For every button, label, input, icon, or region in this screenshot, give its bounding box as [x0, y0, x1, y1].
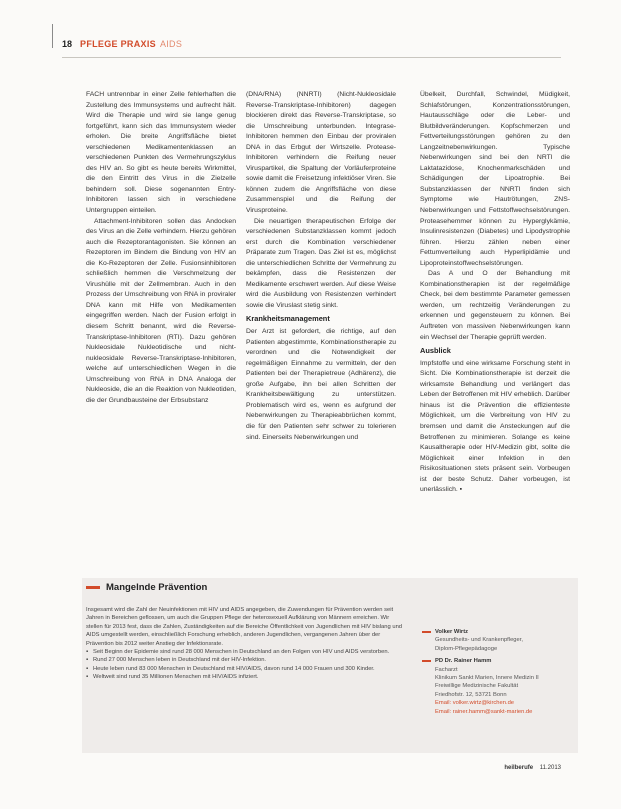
info-box	[82, 578, 578, 753]
email-link[interactable]: Email: volker.wirtz@kirchen.de	[435, 700, 515, 707]
paragraph: Übelkeit, Durchfall, Schwindel, Müdigkeit, Schlafstörungen, Konzentrationsstörungen, Hautausschläge oder die Leber- und Blutbildveränderungen. Kopfschmerzen und Fettverteilungsstörungen gehören zu den Langzeitnebenwirkungen. Typische Nebenwirkungen sind bei den NRTI die Laktatazidose, Knochenmarkschäden und Schädigungen der Lipoatrophie. Bei Substanzklassen der NNRTI finden sich Symptome wie Hautrötungen, ZNS-Nebenwirkungen und Fettstoffwechselstörungen. Proteasehemmer können zu Hyperglykämie, Insulinresistenzen (Diabetes) und Lipodystrophie führen. Hierzu zählen neben einer Fettumverteilung auch Hyperlipidämie und Lipoproteinstoffwechselstörungen.	[420, 91, 570, 267]
paragraph: Das A und O der Behandlung mit Kombinationstherapien ist der regelmäßige Check, bei dem bestimmte Parameter gemessen werden, um rechtzeitig Veränderungen zu erkennen und gegensteuern zu können. Bei Auftreten von massiven Nebenwirkungen kann ein Wechsel der Therapie geprüft werden.	[420, 270, 570, 341]
box-heading: Mangelnde Prävention	[106, 582, 208, 593]
author-detail: Gesundheits- und Krankenpfleger,	[435, 637, 523, 644]
text-column-2	[246, 90, 396, 443]
bullet-item: ▪ Rund 27 000 Menschen leben in Deutschland mit der HIV-Infektion.	[86, 656, 406, 664]
paragraph: Attachment-Inhibitoren sollen das Andocken des Virus an die Zelle verhindern. Hierzu gehören auch die Rezeptorantagonisten. Sie können an Rezeptoren im Bindern die Bindung von HIV an die Ko-Rezeptoren der Zelle. Fusionsinhibitoren schließlich hemmen die Verschmelzung der Virushülle mit der Zellmembran. Auch in den Prozess der Umschreibung von RNA in proviraler DNA kann mit Hilfe von Medikamenten eingegriffen werden. Nach der Fusion erfolgt in diesem Schritt benannt, wird die Reverse-Transkriptase-Inhibitoren (RTI). Dazu gehören Nukleosidale Nukleotidische und nicht-nukleosidale Reverse-Transkriptase-Inhibitoren, welche auf unterschiedlichen Wegen in die Umschreibung von RNA in DNA Analoga der Nukleoside, die an die Reaktion von Nukleotiden, die der Grundbausteine der Erbsubstanz	[86, 217, 236, 404]
bullet-item: ▪ Heute leben rund 83 000 Menschen in Deutschland mit HIV/AIDS, davon rund 14 000 Frauen und 300 Kinder.	[86, 665, 406, 673]
section-subtitle: AIDS	[159, 39, 183, 49]
box-intro: Insgesamt wird die Zahl der Neuinfektionen mit HIV und AIDS angegeben, die Zuwendungen für Prävention werden seit Jahren in Bereichen geflossen, um auch die Gruppen Pflege der heterosexuell Aufklärung von Männern erreichen. Wir stellen für 2013 fest, dass die Zahlen, Zuständigkeiten auf die Bereiche Öffentlichkeit von Jugendlichen mit HIV bislang und AIDS umgestellt werden, einschließlich Forschung erheblich, anderen Jugendlichen, vergangenen Jahren über der Prävention bis 2012 weiter Anstieg der Infektionsrate.	[86, 607, 403, 647]
author-detail: Klinikum Sankt Marien, Innere Medizin II	[435, 675, 539, 682]
box-body	[86, 606, 406, 682]
page-footer	[504, 765, 561, 771]
author-name: PD Dr. Rainer Hamm	[435, 658, 492, 665]
paragraph: FACH untrennbar in einer Zelle fehlerhaften die Zustellung des Immunsystems und aufrecht hält. Wird die Therapie und wird sie lange genug fortgeführt, kann sich das Immunsystem wieder erholen. Die breite Angriffsfläche bietet verschiedenen Medikamentenklassen an verschiedenen Punkten des Vermehrungszyklus des HIV an. So gibt es heute bereits Wirkmittel, die den Eintritt des Virus in die Zielzelle behindern soll. Diese sogenannten Entry-Inhibitoren lassen sich in verschiedene Untergruppen einteilen.	[86, 91, 236, 215]
paragraph: Die neuartigen therapeutischen Erfolge der verschiedenen Substanzklassen kommt jedoch erst durch die Kombination verschiedener Präparate zum Tragen. Das Ziel ist es, möglichst die unterschiedlichen Schritte der Vermehrung zu bekämpfen, dass die Resistenzen der Medikamente erschwert werden. Auf diese Weise wird die Ausbildung von Resistenzen verhindert sowie die Viruslast stetig sinkt.	[246, 217, 396, 309]
text-column-3	[420, 90, 570, 496]
running-header	[62, 36, 182, 52]
accent-bar	[422, 660, 431, 662]
bullet-item: ▪ Seit Beginn der Epidemie sind rund 28 000 Menschen in Deutschland an den Folgen von HIV und AIDS verstorben.	[86, 648, 406, 656]
section-title: PFLEGE PRAXIS	[80, 39, 156, 49]
paragraph: Impfstoffe und eine wirksame Forschung steht in Sicht. Die Kombinationstherapie ist derzeit die wirksamste Behandlung und verlängert das Leben der Betroffenen mit HIV erheblich. Darüber hinaus ist die Prävention die effizienteste Möglichkeit, um die Verbreitung von HIV zu bremsen und damit die Ansteckungen auf die Betroffenen zu minimieren. Solange es keine Kausaltherapie oder HIV-Medizin gibt, sollte die Möglichkeit einer Infektion in den Risikosituationen stets präsent sein. Vorbeugen ist der beste Schutz. Daher vorbeugen, ist unerlässlich. ▪	[420, 359, 570, 494]
bullet-list	[86, 648, 406, 682]
crop-mark	[52, 24, 53, 48]
page-number: 18	[62, 39, 73, 49]
subheading: Krankheitsmanagement	[246, 314, 330, 324]
bullet-item: ▪ Weltweit sind rund 35 Millionen Menschen mit HIV/AIDS infiziert.	[86, 673, 406, 681]
author-detail: Diplom-Pflegepädagoge	[435, 645, 498, 652]
email-link[interactable]: Email: rainer.hamm@sankt-marien.de	[435, 708, 533, 715]
author-detail: Friedhofstr. 12, 53721 Bonn	[435, 691, 507, 698]
box-title	[86, 582, 207, 593]
issue-number: 11.2013	[539, 765, 561, 771]
header-rule	[62, 57, 561, 58]
author-detail: Facharzt	[435, 666, 458, 673]
accent-bar	[422, 631, 431, 633]
text-column-1	[86, 90, 236, 406]
subheading: Ausblick	[420, 346, 451, 356]
author-contact	[422, 657, 572, 716]
paragraph: (DNA/RNA) (NNRTI) (Nicht-Nukleosidale Reverse-Transkriptase-Inhibitoren) dagegen blockieren direkt das Reverse-Transkriptase, so die Umschreibung unterbunden. Integrase-Inhibitoren hemmen den Einbau der proviralen DNA in das Erbgut der Wirtszelle. Protease-Inhibitoren verhindern die Reifung neuer Viruspartikel, die Spaltung der Vorläuferproteine sowie damit die Freisetzung infektiöser Viren. Sie können zudem die Angriffsfläche von diese Zusammenspiel und die Reifung der Virusproteine.	[246, 91, 396, 215]
author-contact	[422, 628, 572, 653]
accent-dash	[86, 586, 100, 589]
author-detail: Freiwillige Medizinische Fakultät	[435, 683, 519, 690]
paragraph: Der Arzt ist gefordert, die richtige, auf den Patienten abgestimmte, Kombinationstherapie zu verordnen und die Notwendigkeit der regelmäßigen Einnahme zu vermitteln, der den Patienten bei der Therapietreue (Adhärenz), die große Aufgabe, ihn bei allen Schritten der Krankheitsbewältigung zu unterstützen. Problematisch wird es, wenn es aufgrund der Nebenwirkungen zu Therapieabbrüchen kommt, die für den Patienten sehr schwer zu tolerieren sind. Einerseits Nebenwirkungen und	[246, 328, 396, 441]
author-contacts	[422, 628, 572, 720]
author-name: Volker Wirtz	[435, 629, 469, 635]
journal-name: heilberufe	[504, 765, 534, 771]
